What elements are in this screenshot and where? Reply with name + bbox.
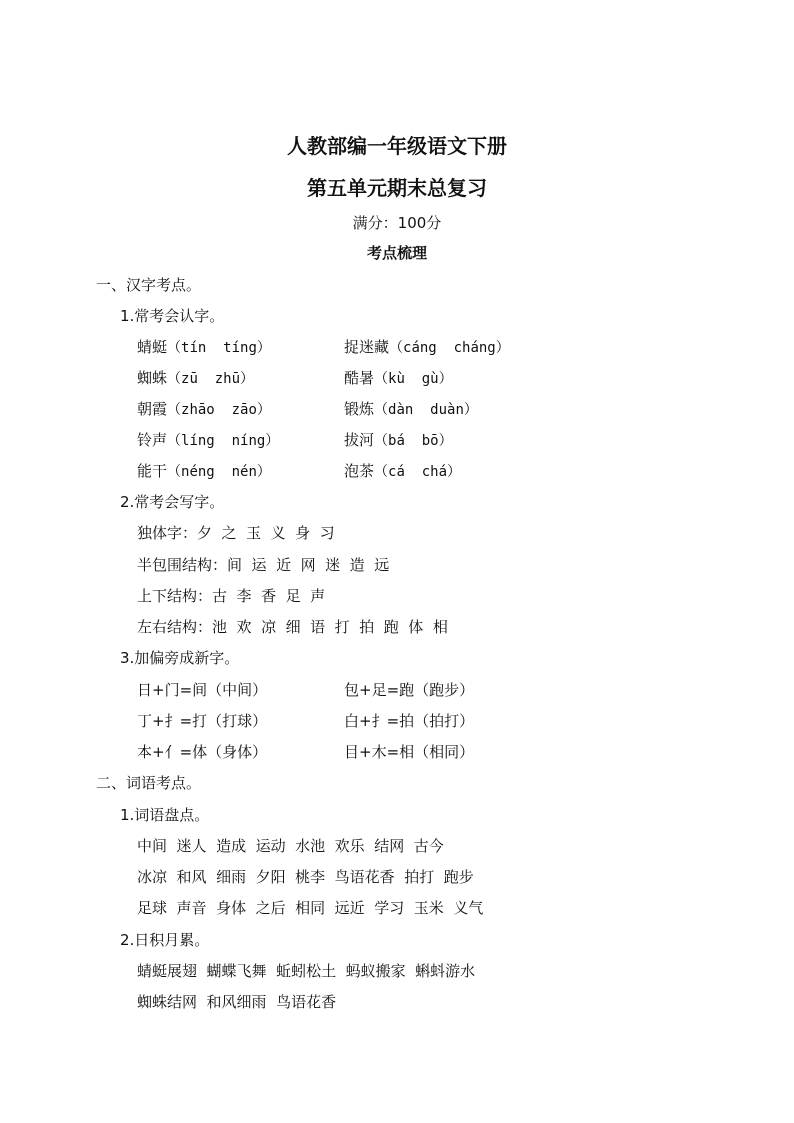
list-item — [137, 399, 271, 420]
document-title: 人教部编一年级语文下册 — [287, 134, 507, 158]
word: 捉迷藏 — [344, 338, 390, 356]
pinyin-options: （néng nén） — [167, 464, 271, 480]
full-score: 满分：100分 — [352, 214, 442, 232]
list-item: 独体字：夕 之 玉 义 身 习 — [137, 524, 335, 542]
list-item — [344, 399, 478, 420]
pinyin-options: （bá bō） — [374, 433, 453, 449]
list-item: 足球 声音 身体 之后 相同 远近 学习 玉米 义气 — [137, 899, 484, 917]
list-item: 蜻蜓展翅 蝴蝶飞舞 蚯蚓松土 蚂蚁搬家 蝌蚪游水 — [137, 962, 476, 980]
word: 拔河 — [344, 431, 375, 449]
part1-sub3-heading: 3.加偏旁成新字。 — [120, 649, 240, 667]
list-item: 左右结构：池 欢 凉 细 语 打 拍 跑 体 相 — [137, 618, 448, 636]
pinyin-options: （cá chá） — [374, 464, 462, 480]
pinyin-options: （kù gù） — [374, 371, 453, 387]
part1-sub1-heading: 1.常考会认字。 — [120, 307, 225, 325]
word: 蜘蛛 — [137, 369, 168, 387]
list-item: 白+扌=拍（拍打） — [344, 712, 475, 730]
word: 铃声 — [137, 431, 168, 449]
document-subtitle: 第五单元期末总复习 — [307, 176, 487, 200]
word: 蜻蜓 — [137, 338, 168, 356]
pinyin-options: （zhāo zāo） — [167, 402, 271, 418]
part1-sub2-heading: 2.常考会写字。 — [120, 493, 225, 511]
word: 锻炼 — [344, 400, 375, 418]
pinyin-options: （tín tíng） — [167, 340, 271, 356]
list-item: 中间 迷人 造成 运动 水池 欢乐 结网 古今 — [137, 837, 444, 855]
pinyin-options: （cáng cháng） — [389, 340, 510, 356]
pinyin-options: （zū zhū） — [167, 371, 255, 387]
word: 能干 — [137, 462, 168, 480]
list-item — [344, 368, 453, 389]
list-item: 丁+扌=打（打球） — [137, 712, 268, 730]
list-item: 冰凉 和风 细雨 夕阳 桃李 鸟语花香 拍打 跑步 — [137, 868, 474, 886]
list-item — [137, 337, 271, 358]
section-title: 考点梳理 — [366, 244, 427, 262]
list-item — [344, 461, 461, 482]
word: 酷暑 — [344, 369, 375, 387]
part2-heading: 二、词语考点。 — [96, 774, 202, 792]
list-item — [137, 461, 271, 482]
part1-heading: 一、汉字考点。 — [96, 276, 202, 294]
list-item: 半包围结构：间 运 近 网 迷 造 远 — [137, 556, 390, 574]
list-item: 日+门=间（中间） — [137, 681, 268, 699]
list-item — [137, 368, 254, 389]
list-item: 目+木=相（相同） — [344, 743, 475, 761]
part2-sub1-heading: 1.词语盘点。 — [120, 806, 210, 824]
word: 朝霞 — [137, 400, 168, 418]
part2-sub2-heading: 2.日积月累。 — [120, 931, 210, 949]
list-item: 蜘蛛结网 和风细雨 鸟语花香 — [137, 993, 337, 1011]
list-item: 上下结构：古 李 香 足 声 — [137, 587, 326, 605]
list-item — [137, 430, 279, 451]
list-item — [344, 337, 510, 358]
word: 泡茶 — [344, 462, 375, 480]
pinyin-options: （dàn duàn） — [374, 402, 478, 418]
list-item — [344, 430, 453, 451]
pinyin-options: （líng níng） — [167, 433, 280, 449]
list-item: 包+足=跑（跑步） — [344, 681, 475, 699]
list-item: 本+亻=体（身体） — [137, 743, 268, 761]
